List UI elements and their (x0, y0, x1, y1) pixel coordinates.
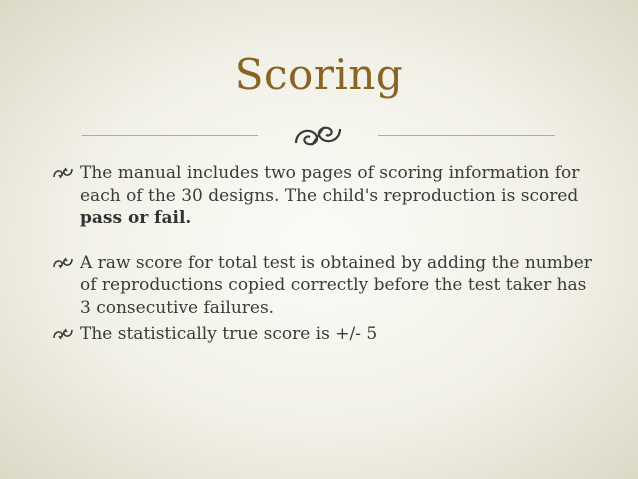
bullet-text: The statistically true score is +/- 5 (80, 324, 378, 344)
slide-title: Scoring (234, 50, 404, 99)
double-swirl-bullet-icon (52, 327, 74, 341)
bullet-list (52, 162, 592, 346)
bullet-item (52, 252, 592, 320)
bullet-text-bold: pass or fail. (80, 208, 192, 228)
bullet-item (52, 162, 592, 230)
bullet-text: A raw score for total test is obtained by adding the number of reproductions copied correctly before the test taker has 3 consecutive failures. (80, 252, 592, 318)
double-swirl-bullet-icon (52, 256, 74, 270)
double-swirl-bullet-icon (52, 166, 74, 180)
scroll-ornament-icon (290, 121, 346, 151)
divider-right (378, 135, 555, 136)
divider-left (82, 135, 258, 136)
bullet-item (52, 323, 592, 346)
bullet-text: The manual includes two pages of scoring information for each of the 30 designs. The child's reproduction is scored (80, 163, 580, 206)
